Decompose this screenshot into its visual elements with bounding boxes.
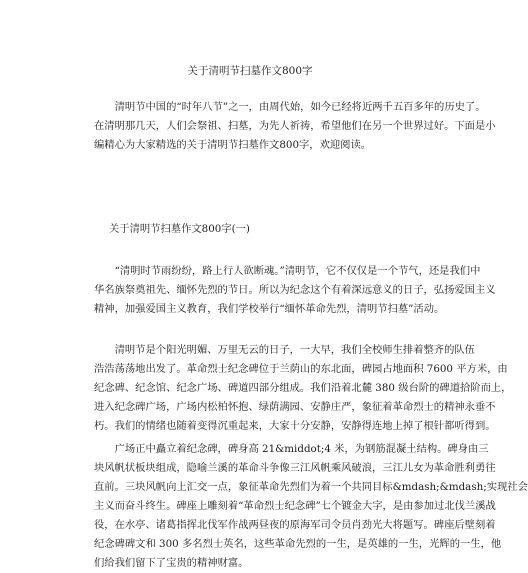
paragraph-line: 役，在水亭、诸葛指挥北伐军作战两昼夜的原海军司令员肖劲光大将题写。碑座后壁刻着 [94, 519, 496, 531]
paragraph-line: 华名族祭奠祖先、缅怀先烈的节日。所以为纪念这个有着深远意义的日子，弘扬爱国主义 [94, 284, 496, 296]
intro-line: 清明节中国的“时年八节”之一，由周代始，如今已经将近两千五百多年的历史了。 [94, 101, 486, 113]
paragraph-2 [94, 341, 512, 436]
paragraph-line: 广场正中矗立着纪念碑，碑身高 21&middot;4 米，为钢筋混凝土结构。碑身由三 [94, 443, 489, 455]
paragraph-line: “清明时节雨纷纷，路上行人欲断魂。”清明节，它不仅仅是一个节气，还是我们中 [94, 265, 481, 277]
paragraph-line: 们给我们留下了宝贵的精神财富。 [94, 557, 249, 569]
page-title: 关于清明节扫墓作文800字 [187, 65, 313, 77]
intro-paragraph [94, 98, 496, 155]
paragraph-line: 主义而奋斗终生。碑座上雕刻着“革命烈士纪念碑”七个镀金大字，是由参加过北伐兰溪战 [94, 500, 496, 512]
paragraph-line: 精神，加强爱国主义教育，我们学校举行“缅怀革命先烈，清明节扫墓”活动。 [94, 303, 445, 315]
intro-line: 在清明那几天，人们会祭祖、扫墓，为先人祈祷，希望他们在另一个世界过好。下面是小 [94, 120, 496, 132]
paragraph-3 [94, 440, 528, 573]
section-heading: 关于清明节扫墓作文800字(一) [109, 223, 250, 235]
paragraph-line: 块风帆状板块组成，隐喻兰溪的革命斗争像三江风帆乘风破浪，三江儿女为革命胜利勇往 [94, 462, 496, 474]
paragraph-line: 朽。我们的情绪也随着变得沉重起来，大家十分安静，安静得连地上掉了根针都听得到。 [94, 420, 496, 432]
paragraph-line: 浩浩荡荡地出发了。革命烈士纪念碑位于兰荫山的东北面，碑园占地面积 7600 平方米，由 [94, 363, 508, 375]
paragraph-line: 直前。三块风帆向上汇交一点，象征革命先烈们为着一个共同目标&mdash;&mdash;实现社会 [94, 481, 528, 493]
paragraph-line: 进入纪念碑广场，广场内松柏怀抱、绿荫满园、安静庄严，象征着革命烈士的精神永垂不 [94, 401, 496, 413]
paragraph-1 [94, 262, 496, 319]
paragraph-line: 纪念碑、纪念馆、纪念广场、碑道四部分组成。我们沿着北麓 380 级台阶的碑道拾阶而上， [94, 382, 512, 394]
paragraph-line: 清明节是个阳光明媚、万里无云的日子，一大早，我们全校师生排着整齐的队伍 [94, 344, 475, 356]
paragraph-line: 纪念碑碑文和 300 多名烈士英名，这些革命先烈的一生，是英雄的一生，光辉的一生，他 [94, 538, 502, 550]
intro-line: 编精心为大家精选的关于清明节扫墓作文800字，欢迎阅读。 [94, 139, 372, 151]
